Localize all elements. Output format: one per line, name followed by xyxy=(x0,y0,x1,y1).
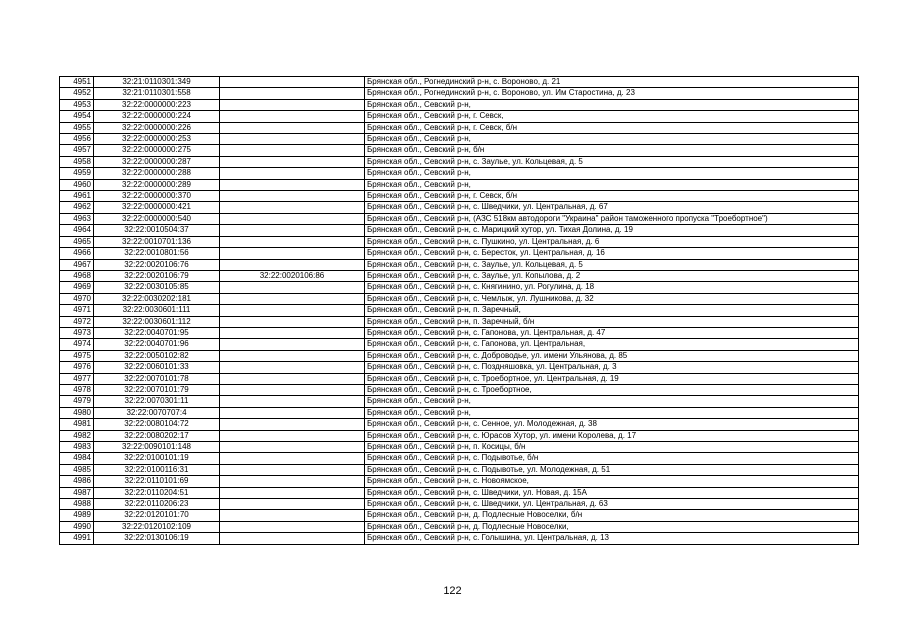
cadastral-number-cell: 32:22:0000000:287 xyxy=(94,156,220,167)
related-cadastral-number-cell xyxy=(220,419,365,430)
table-row xyxy=(60,430,859,441)
row-number-cell: 4977 xyxy=(60,373,94,384)
table-row xyxy=(60,270,859,281)
row-number-cell: 4952 xyxy=(60,88,94,99)
row-number-cell: 4980 xyxy=(60,407,94,418)
table-row xyxy=(60,327,859,338)
row-number-cell: 4959 xyxy=(60,168,94,179)
address-cell: Брянская обл., Севский р-н, xyxy=(365,99,859,110)
related-cadastral-number-cell xyxy=(220,111,365,122)
related-cadastral-number-cell xyxy=(220,179,365,190)
row-number-cell: 4964 xyxy=(60,225,94,236)
row-number-cell: 4962 xyxy=(60,202,94,213)
table-row xyxy=(60,396,859,407)
table-row xyxy=(60,213,859,224)
address-cell: Брянская обл., Севский р-н, с. Голышина, ул. Центральная, д. 13 xyxy=(365,533,859,544)
address-cell: Брянская обл., Севский р-н, с. Заулье, ул. Кольцевая, д. 5 xyxy=(365,156,859,167)
related-cadastral-number-cell xyxy=(220,248,365,259)
cadastral-number-cell: 32:22:0110101:69 xyxy=(94,476,220,487)
row-number-cell: 4968 xyxy=(60,270,94,281)
cadastral-number-cell: 32:22:0120102:109 xyxy=(94,521,220,532)
row-number-cell: 4976 xyxy=(60,362,94,373)
related-cadastral-number-cell xyxy=(220,202,365,213)
table-row xyxy=(60,521,859,532)
cadastral-number-cell: 32:22:0000000:223 xyxy=(94,99,220,110)
row-number-cell: 4957 xyxy=(60,145,94,156)
address-cell: Брянская обл., Севский р-н, г. Севск, б/н xyxy=(365,122,859,133)
related-cadastral-number-cell xyxy=(220,476,365,487)
table-row xyxy=(60,339,859,350)
row-number-cell: 4969 xyxy=(60,282,94,293)
address-cell: Брянская обл., Севский р-н, с. Доброводье, ул. имени Ульянова, д. 85 xyxy=(365,350,859,361)
related-cadastral-number-cell xyxy=(220,430,365,441)
address-cell: Брянская обл., Севский р-н, с. Бересток, ул. Центральная, д. 16 xyxy=(365,248,859,259)
related-cadastral-number-cell xyxy=(220,225,365,236)
address-cell: Брянская обл., Севский р-н, (АЗС 518км автодороги "Украина" район таможенного пропуска "Троебортное") xyxy=(365,213,859,224)
property-registry-table xyxy=(59,76,859,545)
address-cell: Брянская обл., Севский р-н, с. Заулье, ул. Копылова, д. 2 xyxy=(365,270,859,281)
table-row xyxy=(60,122,859,133)
cadastral-number-cell: 32:22:0070301:11 xyxy=(94,396,220,407)
table-row xyxy=(60,88,859,99)
cadastral-number-cell: 32:22:0000000:370 xyxy=(94,191,220,202)
cadastral-number-cell: 32:22:0130106:19 xyxy=(94,533,220,544)
row-number-cell: 4975 xyxy=(60,350,94,361)
cadastral-number-cell: 32:22:0020106:79 xyxy=(94,270,220,281)
table-row xyxy=(60,384,859,395)
related-cadastral-number-cell xyxy=(220,464,365,475)
cadastral-number-cell: 32:22:0030202:181 xyxy=(94,293,220,304)
row-number-cell: 4967 xyxy=(60,259,94,270)
address-cell: Брянская обл., Севский р-н, xyxy=(365,179,859,190)
address-cell: Брянская обл., Севский р-н, п. Заречный, xyxy=(365,305,859,316)
row-number-cell: 4979 xyxy=(60,396,94,407)
address-cell: Брянская обл., Севский р-н, д. Подлесные Новоселки, б/н xyxy=(365,510,859,521)
address-cell: Брянская обл., Севский р-н, с. Шведчики, ул. Центральная, д. 67 xyxy=(365,202,859,213)
related-cadastral-number-cell xyxy=(220,316,365,327)
address-cell: Брянская обл., Севский р-н, с. Гапонова, ул. Центральная, xyxy=(365,339,859,350)
related-cadastral-number-cell xyxy=(220,213,365,224)
address-cell: Брянская обл., Севский р-н, с. Княгинино, ул. Рогулина, д. 18 xyxy=(365,282,859,293)
row-number-cell: 4981 xyxy=(60,419,94,430)
related-cadastral-number-cell xyxy=(220,88,365,99)
table-row xyxy=(60,134,859,145)
table-row xyxy=(60,453,859,464)
row-number-cell: 4965 xyxy=(60,236,94,247)
row-number-cell: 4966 xyxy=(60,248,94,259)
table-row xyxy=(60,259,859,270)
address-cell: Брянская обл., Рогнединский р-н, с. Вороново, д. 21 xyxy=(365,77,859,88)
address-cell: Брянская обл., Севский р-н, с. Подывотье, ул. Молодежная, д. 51 xyxy=(365,464,859,475)
related-cadastral-number-cell xyxy=(220,168,365,179)
cadastral-number-cell: 32:22:0000000:253 xyxy=(94,134,220,145)
table-row xyxy=(60,499,859,510)
row-number-cell: 4972 xyxy=(60,316,94,327)
cadastral-number-cell: 32:22:0030601:112 xyxy=(94,316,220,327)
table-row xyxy=(60,362,859,373)
related-cadastral-number-cell xyxy=(220,487,365,498)
related-cadastral-number-cell: 32:22:0020106:86 xyxy=(220,270,365,281)
row-number-cell: 4958 xyxy=(60,156,94,167)
related-cadastral-number-cell xyxy=(220,533,365,544)
cadastral-number-cell: 32:22:0020106:76 xyxy=(94,259,220,270)
row-number-cell: 4974 xyxy=(60,339,94,350)
table-row xyxy=(60,111,859,122)
cadastral-number-cell: 32:22:0000000:421 xyxy=(94,202,220,213)
cadastral-number-cell: 32:22:0040701:96 xyxy=(94,339,220,350)
row-number-cell: 4989 xyxy=(60,510,94,521)
address-cell: Брянская обл., Севский р-н, с. Троебортное, ул. Центральная, д. 19 xyxy=(365,373,859,384)
related-cadastral-number-cell xyxy=(220,350,365,361)
table-row xyxy=(60,168,859,179)
related-cadastral-number-cell xyxy=(220,191,365,202)
registry-table-body xyxy=(60,77,859,545)
address-cell: Брянская обл., Севский р-н, с. Шведчики, ул. Центральная, д. 63 xyxy=(365,499,859,510)
row-number-cell: 4951 xyxy=(60,77,94,88)
table-row xyxy=(60,419,859,430)
cadastral-number-cell: 32:22:0030601:111 xyxy=(94,305,220,316)
cadastral-number-cell: 32:22:0010801:56 xyxy=(94,248,220,259)
cadastral-number-cell: 32:22:0000000:275 xyxy=(94,145,220,156)
row-number-cell: 4988 xyxy=(60,499,94,510)
table-row xyxy=(60,316,859,327)
table-row xyxy=(60,202,859,213)
related-cadastral-number-cell xyxy=(220,339,365,350)
address-cell: Брянская обл., Севский р-н, с. Сенное, ул. Молодежная, д. 38 xyxy=(365,419,859,430)
cadastral-number-cell: 32:22:0110204:51 xyxy=(94,487,220,498)
cadastral-number-cell: 32:22:0000000:540 xyxy=(94,213,220,224)
cadastral-number-cell: 32:21:0110301:558 xyxy=(94,88,220,99)
table-row xyxy=(60,293,859,304)
related-cadastral-number-cell xyxy=(220,521,365,532)
table-row xyxy=(60,225,859,236)
row-number-cell: 4984 xyxy=(60,453,94,464)
cadastral-number-cell: 32:22:0090101:148 xyxy=(94,442,220,453)
related-cadastral-number-cell xyxy=(220,145,365,156)
address-cell: Брянская обл., Севский р-н, с. Пушкино, ул. Центральная, д. 6 xyxy=(365,236,859,247)
cadastral-number-cell: 32:22:0000000:289 xyxy=(94,179,220,190)
related-cadastral-number-cell xyxy=(220,442,365,453)
row-number-cell: 4953 xyxy=(60,99,94,110)
address-cell: Брянская обл., Севский р-н, xyxy=(365,407,859,418)
table-row xyxy=(60,156,859,167)
table-row xyxy=(60,510,859,521)
row-number-cell: 4991 xyxy=(60,533,94,544)
address-cell: Брянская обл., Севский р-н, xyxy=(365,168,859,179)
address-cell: Брянская обл., Севский р-н, с. Новоямское, xyxy=(365,476,859,487)
table-row xyxy=(60,248,859,259)
row-number-cell: 4987 xyxy=(60,487,94,498)
row-number-cell: 4986 xyxy=(60,476,94,487)
cadastral-number-cell: 32:22:0120101:70 xyxy=(94,510,220,521)
cadastral-number-cell: 32:22:0000000:288 xyxy=(94,168,220,179)
related-cadastral-number-cell xyxy=(220,259,365,270)
address-cell: Брянская обл., Севский р-н, xyxy=(365,396,859,407)
cadastral-number-cell: 32:22:0070101:79 xyxy=(94,384,220,395)
related-cadastral-number-cell xyxy=(220,156,365,167)
address-cell: Брянская обл., Севский р-н, п. Косицы, б/н xyxy=(365,442,859,453)
related-cadastral-number-cell xyxy=(220,99,365,110)
related-cadastral-number-cell xyxy=(220,407,365,418)
cadastral-number-cell: 32:22:0010701:136 xyxy=(94,236,220,247)
cadastral-number-cell: 32:22:0040701:95 xyxy=(94,327,220,338)
address-cell: Брянская обл., Севский р-н, б/н xyxy=(365,145,859,156)
related-cadastral-number-cell xyxy=(220,122,365,133)
row-number-cell: 4956 xyxy=(60,134,94,145)
table-row xyxy=(60,373,859,384)
address-cell: Брянская обл., Севский р-н, с. Троебортное, xyxy=(365,384,859,395)
related-cadastral-number-cell xyxy=(220,453,365,464)
table-row xyxy=(60,191,859,202)
cadastral-number-cell: 32:22:0070101:78 xyxy=(94,373,220,384)
table-row xyxy=(60,407,859,418)
address-cell: Брянская обл., Севский р-н, г. Севск, xyxy=(365,111,859,122)
address-cell: Брянская обл., Севский р-н, г. Севск, б/н xyxy=(365,191,859,202)
address-cell: Брянская обл., Севский р-н, с. Поздняшовка, ул. Центральная, д. 3 xyxy=(365,362,859,373)
cadastral-number-cell: 32:22:0080104:72 xyxy=(94,419,220,430)
cadastral-number-cell: 32:22:0100101:19 xyxy=(94,453,220,464)
row-number-cell: 4961 xyxy=(60,191,94,202)
cadastral-number-cell: 32:22:0110206:23 xyxy=(94,499,220,510)
related-cadastral-number-cell xyxy=(220,134,365,145)
address-cell: Брянская обл., Севский р-н, д. Подлесные Новоселки, xyxy=(365,521,859,532)
related-cadastral-number-cell xyxy=(220,510,365,521)
cadastral-number-cell: 32:22:0010504:37 xyxy=(94,225,220,236)
row-number-cell: 4990 xyxy=(60,521,94,532)
row-number-cell: 4973 xyxy=(60,327,94,338)
table-row xyxy=(60,476,859,487)
cadastral-number-cell: 32:22:0060101:33 xyxy=(94,362,220,373)
related-cadastral-number-cell xyxy=(220,293,365,304)
related-cadastral-number-cell xyxy=(220,327,365,338)
table-row xyxy=(60,533,859,544)
table-row xyxy=(60,487,859,498)
table-row xyxy=(60,179,859,190)
address-cell: Брянская обл., Севский р-н, п. Заречный, б/н xyxy=(365,316,859,327)
table-row xyxy=(60,77,859,88)
related-cadastral-number-cell xyxy=(220,282,365,293)
cadastral-number-cell: 32:22:0100116:31 xyxy=(94,464,220,475)
table-row xyxy=(60,350,859,361)
related-cadastral-number-cell xyxy=(220,77,365,88)
row-number-cell: 4955 xyxy=(60,122,94,133)
related-cadastral-number-cell xyxy=(220,362,365,373)
related-cadastral-number-cell xyxy=(220,305,365,316)
related-cadastral-number-cell xyxy=(220,396,365,407)
address-cell: Брянская обл., Севский р-н, с. Подывотье, б/н xyxy=(365,453,859,464)
row-number-cell: 4963 xyxy=(60,213,94,224)
row-number-cell: 4971 xyxy=(60,305,94,316)
cadastral-number-cell: 32:22:0030105:85 xyxy=(94,282,220,293)
address-cell: Брянская обл., Севский р-н, с. Юрасов Хутор, ул. имени Королева, д. 17 xyxy=(365,430,859,441)
table-row xyxy=(60,305,859,316)
table-row xyxy=(60,282,859,293)
address-cell: Брянская обл., Севский р-н, с. Заулье, ул. Кольцевая, д. 5 xyxy=(365,259,859,270)
row-number-cell: 4970 xyxy=(60,293,94,304)
cadastral-number-cell: 32:21:0110301:349 xyxy=(94,77,220,88)
row-number-cell: 4978 xyxy=(60,384,94,395)
table-row xyxy=(60,99,859,110)
related-cadastral-number-cell xyxy=(220,499,365,510)
address-cell: Брянская обл., Севский р-н, xyxy=(365,134,859,145)
page-number: 122 xyxy=(443,585,462,597)
related-cadastral-number-cell xyxy=(220,236,365,247)
table-row xyxy=(60,145,859,156)
row-number-cell: 4960 xyxy=(60,179,94,190)
row-number-cell: 4985 xyxy=(60,464,94,475)
address-cell: Брянская обл., Севский р-н, с. Марицкий хутор, ул. Тихая Долина, д. 19 xyxy=(365,225,859,236)
address-cell: Брянская обл., Севский р-н, с. Чемлыж, ул. Лушникова, д. 32 xyxy=(365,293,859,304)
row-number-cell: 4954 xyxy=(60,111,94,122)
cadastral-number-cell: 32:22:0000000:226 xyxy=(94,122,220,133)
address-cell: Брянская обл., Севский р-н, с. Гапонова, ул. Центральная, д. 47 xyxy=(365,327,859,338)
cadastral-number-cell: 32:22:0050102:82 xyxy=(94,350,220,361)
related-cadastral-number-cell xyxy=(220,373,365,384)
table-row xyxy=(60,464,859,475)
row-number-cell: 4982 xyxy=(60,430,94,441)
address-cell: Брянская обл., Рогнединский р-н, с. Вороново, ул. Им Старостина, д. 23 xyxy=(365,88,859,99)
cadastral-number-cell: 32:22:0080202:17 xyxy=(94,430,220,441)
cadastral-number-cell: 32:22:0000000:224 xyxy=(94,111,220,122)
cadastral-number-cell: 32:22:0070707:4 xyxy=(94,407,220,418)
row-number-cell: 4983 xyxy=(60,442,94,453)
table-row xyxy=(60,236,859,247)
table-row xyxy=(60,442,859,453)
address-cell: Брянская обл., Севский р-н, с. Шведчики, ул. Новая, д. 15А xyxy=(365,487,859,498)
related-cadastral-number-cell xyxy=(220,384,365,395)
